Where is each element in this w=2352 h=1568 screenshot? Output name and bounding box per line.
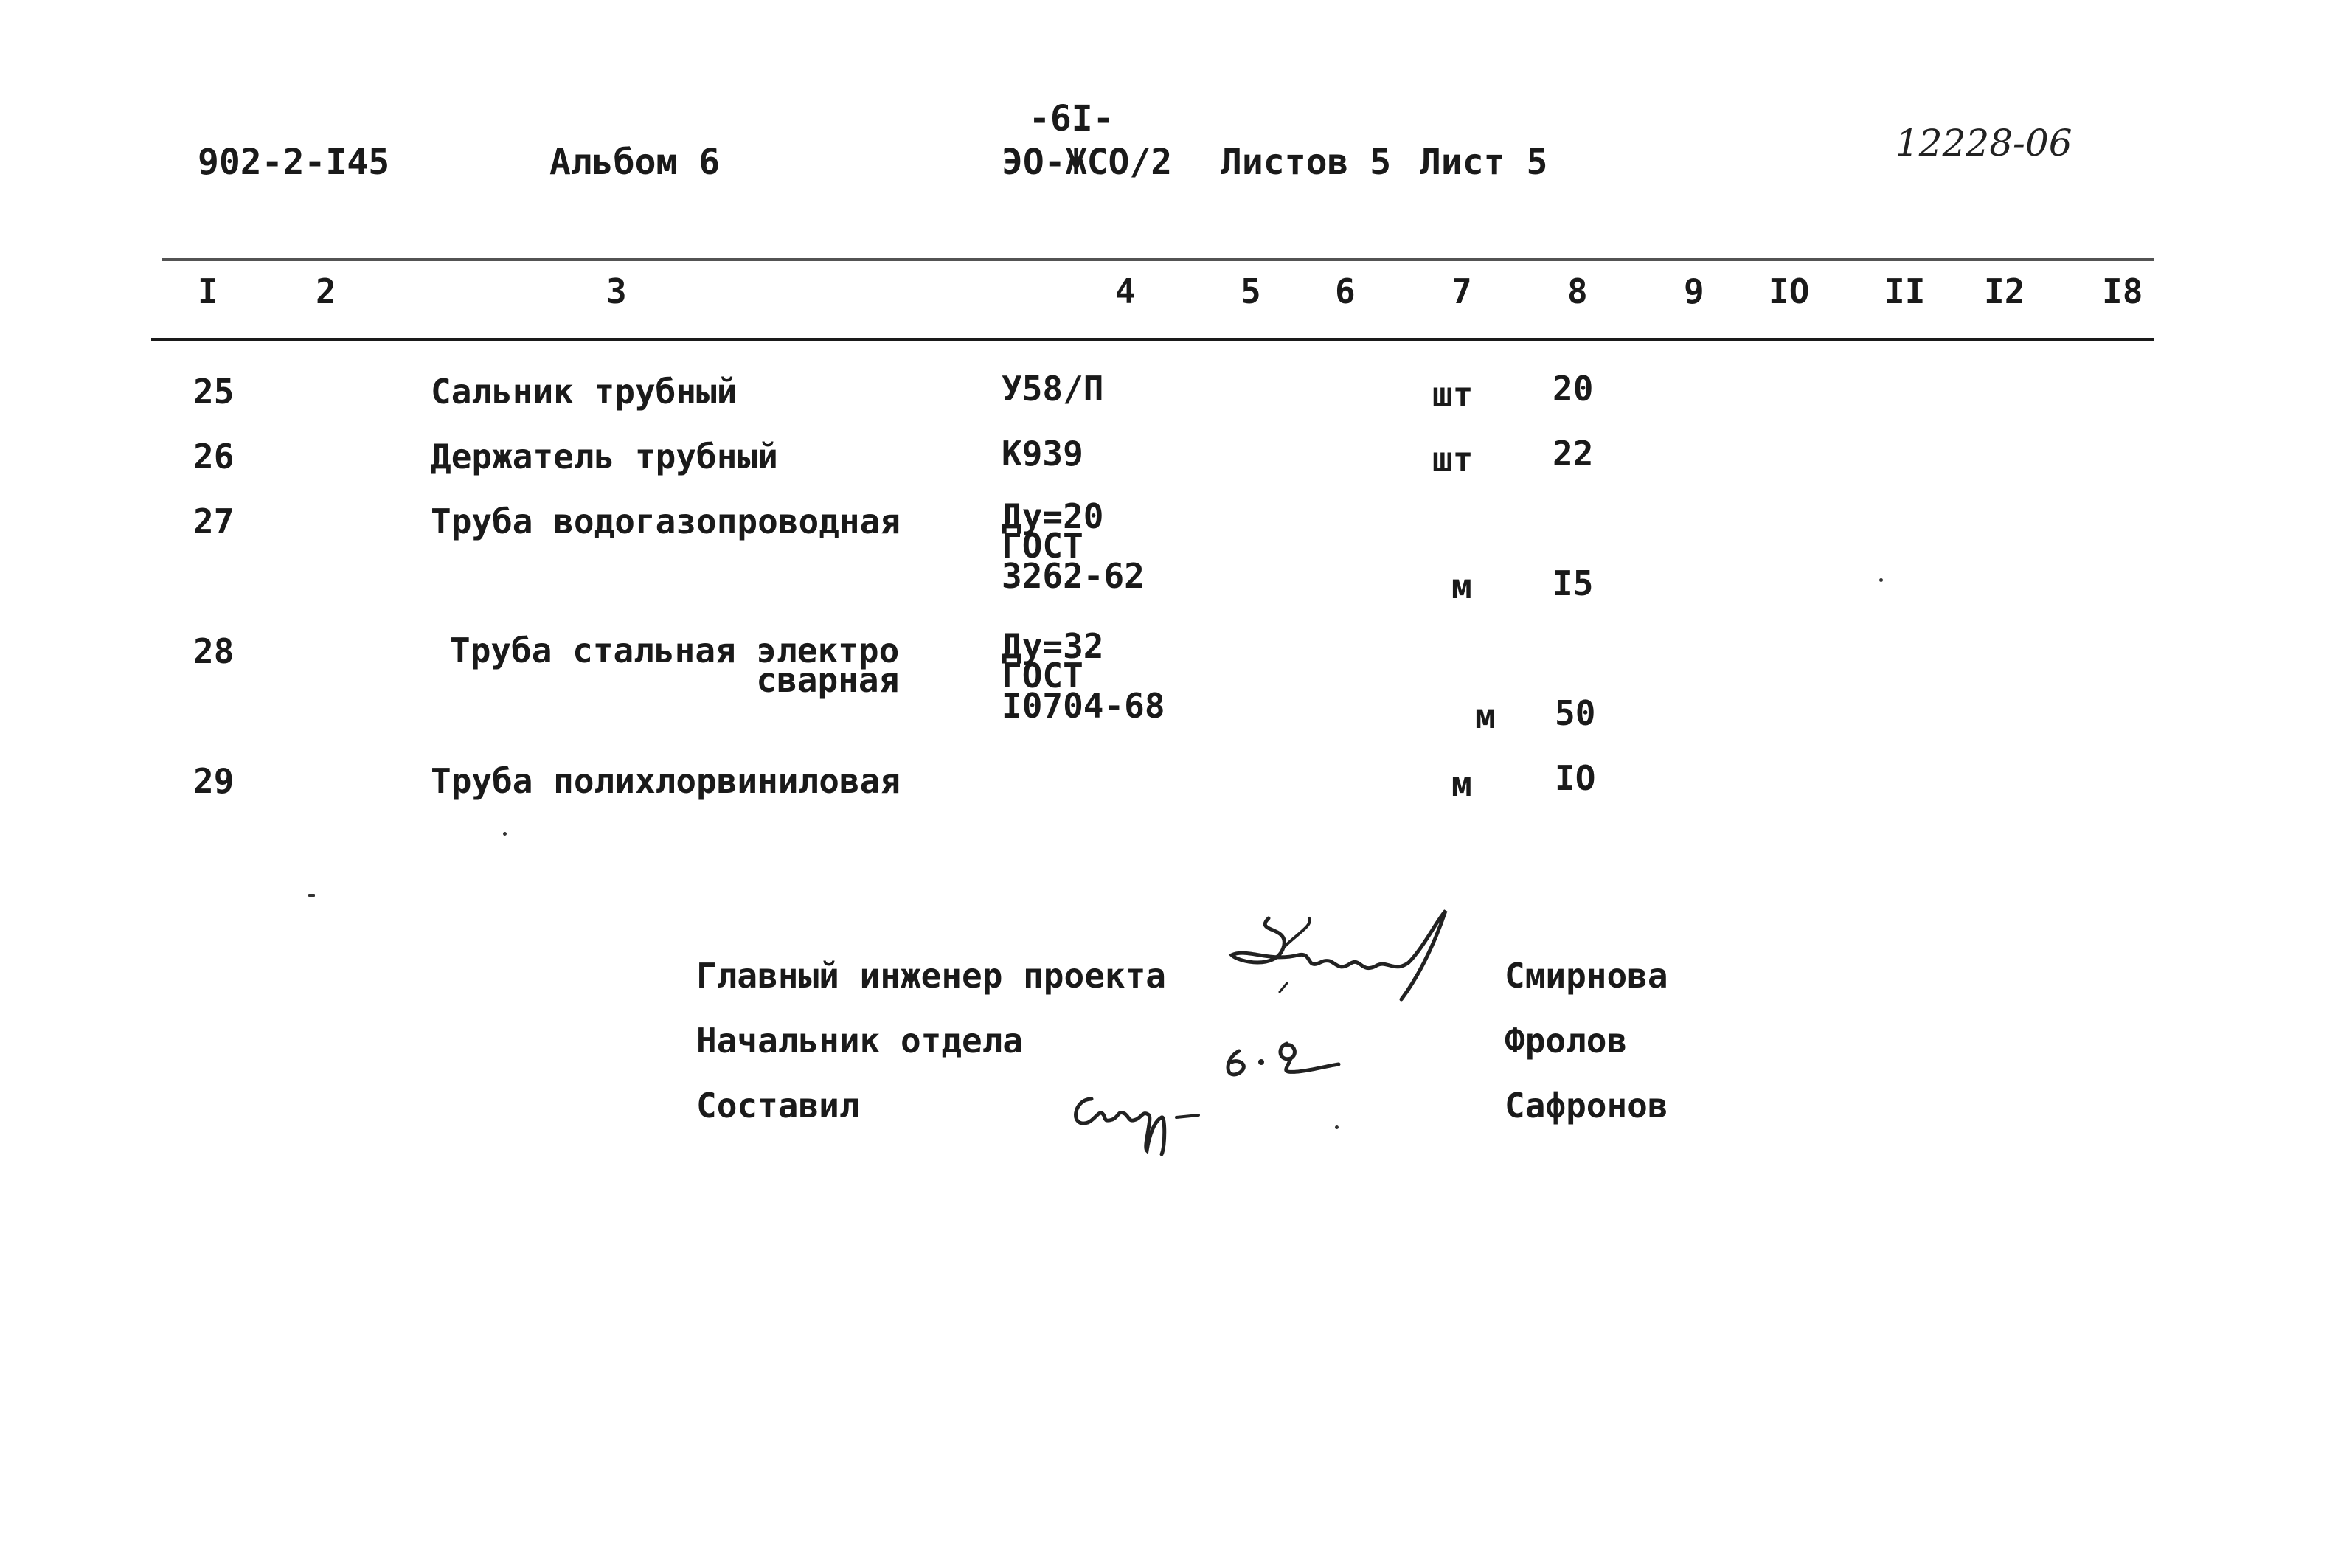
column-header: I8 xyxy=(2102,271,2143,311)
stray-mark xyxy=(503,832,507,836)
item-unit: м xyxy=(1451,764,1472,804)
page-number: -6I- xyxy=(1029,98,1114,139)
item-type xyxy=(1002,626,1165,726)
signature-role: Главный инженер проекта xyxy=(696,956,1166,996)
column-header: 4 xyxy=(1115,271,1136,311)
table-header-rule xyxy=(151,338,2154,341)
row-number: 29 xyxy=(193,761,235,801)
sheet-code: ЭО-ЖСО/2 xyxy=(1002,142,1173,183)
column-header: 2 xyxy=(316,271,336,311)
item-name: Труба водогазопроводная xyxy=(431,502,901,541)
inventory-number: 12228-06 xyxy=(1895,122,2072,164)
item-type-line: 3262-62 xyxy=(1002,555,1145,596)
signature-name: Смирнова xyxy=(1505,956,1668,996)
column-header: I xyxy=(198,271,218,311)
signature-role: Составил xyxy=(696,1086,860,1125)
item-name: Труба полихлорвиниловая xyxy=(431,761,901,801)
item-name xyxy=(450,631,900,701)
row-number: 27 xyxy=(193,502,235,541)
item-type xyxy=(1002,496,1145,596)
item-type-line: ГОСТ xyxy=(1002,656,1083,696)
column-header: 8 xyxy=(1567,271,1588,311)
stray-mark xyxy=(1879,578,1883,582)
signature-compiler xyxy=(1062,1077,1210,1158)
item-quantity: IO xyxy=(1555,758,1596,798)
item-type-line: Ду=20 xyxy=(1002,496,1104,536)
sheets-total: Листов 5 xyxy=(1221,142,1392,183)
item-type-line: Ду=32 xyxy=(1002,626,1104,666)
item-type: К939 xyxy=(1002,434,1083,473)
item-unit: шт xyxy=(1432,440,1474,479)
item-unit: м xyxy=(1451,566,1472,606)
stray-mark xyxy=(308,894,315,897)
signature-name: Сафронов xyxy=(1505,1086,1668,1125)
stray-mark xyxy=(1335,1125,1339,1129)
table-top-rule xyxy=(162,258,2154,261)
doc-code: 902-2-I45 xyxy=(198,142,390,183)
item-type-line: I0704-68 xyxy=(1002,685,1165,726)
column-header: 3 xyxy=(606,271,627,311)
item-unit: шт xyxy=(1432,375,1474,414)
sheet-label: Лист 5 xyxy=(1420,142,1548,183)
column-header: II xyxy=(1884,271,1926,311)
column-header: 6 xyxy=(1335,271,1356,311)
row-number: 25 xyxy=(193,372,235,412)
item-unit: м xyxy=(1475,696,1496,736)
item-quantity: I5 xyxy=(1553,563,1594,603)
item-type-line: ГОСТ xyxy=(1002,526,1083,566)
column-header: 9 xyxy=(1684,271,1704,311)
item-type: У58/П xyxy=(1002,369,1104,409)
signature-department-head xyxy=(1217,1029,1350,1088)
item-name-line: Труба стальная электро xyxy=(450,631,900,670)
item-quantity: 20 xyxy=(1553,369,1594,409)
item-name: Сальник трубный xyxy=(431,372,738,412)
column-header: 7 xyxy=(1451,271,1472,311)
item-name: Держатель трубный xyxy=(431,437,778,476)
item-name-line: сварная xyxy=(756,660,900,701)
row-number: 28 xyxy=(193,631,235,671)
column-header: IO xyxy=(1769,271,1810,311)
item-quantity: 50 xyxy=(1555,693,1596,733)
column-header: I2 xyxy=(1984,271,2025,311)
signature-chief-engineer xyxy=(1224,903,1475,1014)
album-label: Альбом 6 xyxy=(549,142,721,183)
column-header: 5 xyxy=(1241,271,1261,311)
signature-name: Фролов xyxy=(1505,1021,1628,1061)
item-quantity: 22 xyxy=(1553,434,1594,473)
row-number: 26 xyxy=(193,437,235,476)
signature-role: Начальник отдела xyxy=(696,1021,1024,1061)
